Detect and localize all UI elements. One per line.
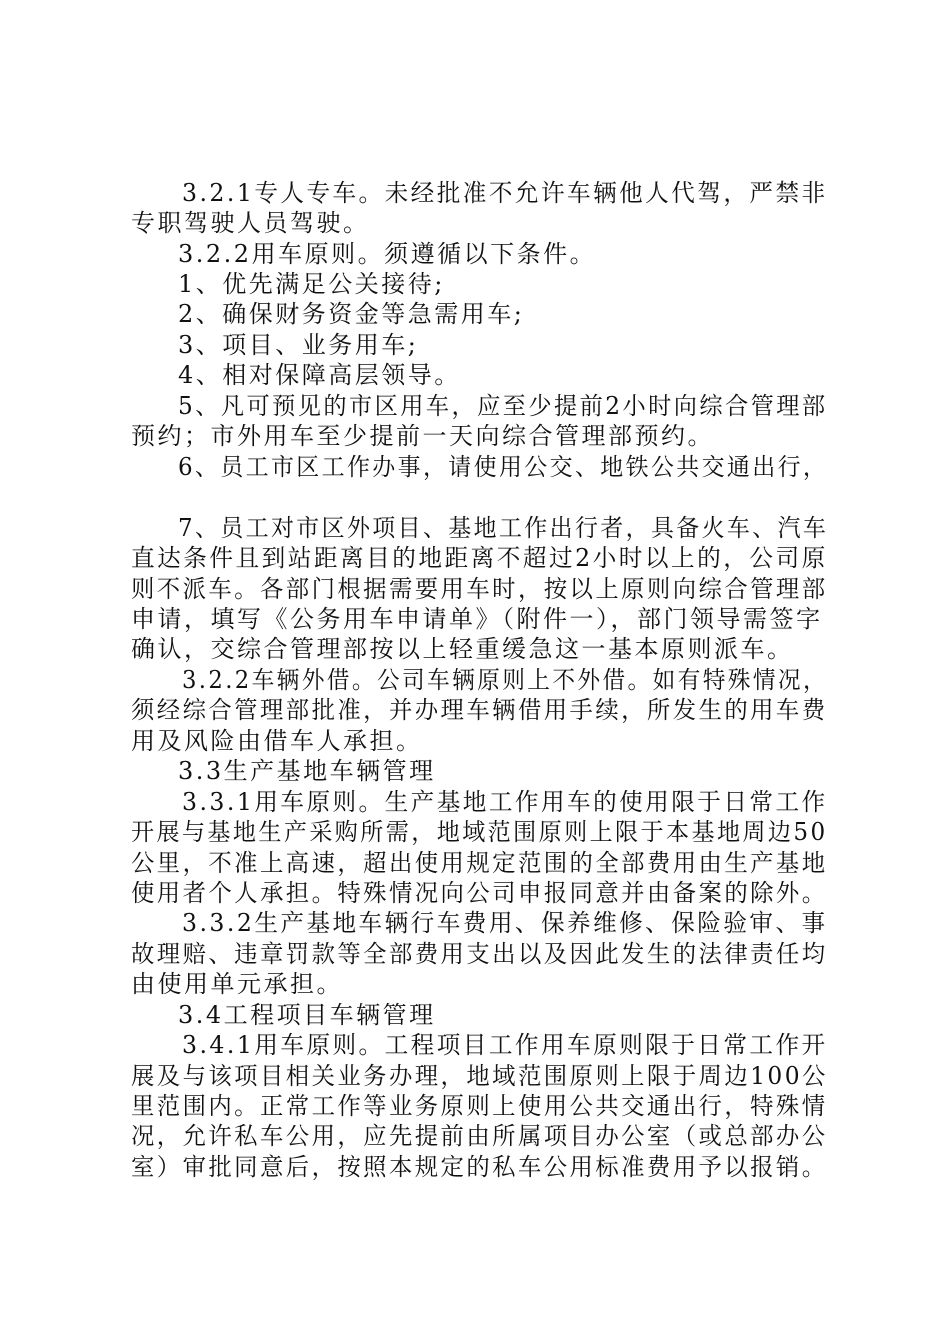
text-line: 6、员工市区工作办事，请使用公交、地铁公共交通出行，: [178, 453, 829, 481]
text-line: 里范围内。正常工作等业务原则上使用公共交通出行，特殊情: [131, 1092, 828, 1120]
text-line: 直达条件且到站距离目的地距离不超过2小时以上的，公司原: [131, 544, 828, 572]
section-heading: 3.3生产基地车辆管理: [178, 757, 436, 785]
text-line: 3.3.1用车原则。生产基地工作用车的使用限于日常工作: [182, 788, 828, 816]
text-line: 使用者个人承担。特殊情况向公司申报同意并由备案的除外。: [131, 879, 828, 907]
text-line: 公里，不准上高速，超出使用规定范围的全部费用由生产基地: [131, 849, 828, 877]
text-line: 预约；市外用车至少提前一天向综合管理部预约。: [131, 422, 714, 450]
text-line: 7、员工对市区外项目、基地工作出行者，具备火车、汽车: [178, 514, 829, 542]
text-line: 开展与基地生产采购所需，地域范围原则上限于本基地周边50: [131, 818, 828, 846]
text-line: 3.2.2车辆外借。公司车辆原则上不外借。如有特殊情况，: [182, 666, 829, 694]
text-line: 1、优先满足公关接待;: [178, 270, 445, 298]
text-line: 由使用单元承担。: [131, 970, 343, 998]
text-line: 3、项目、业务用车;: [178, 331, 419, 359]
text-line: 展及与该项目相关业务办理，地域范围原则上限于周边100公: [131, 1062, 828, 1090]
text-line: 故理赔、违章罚款等全部费用支出以及因此发生的法律责任均: [131, 940, 828, 968]
text-line: 须经综合管理部批准，并办理车辆借用手续，所发生的用车费: [131, 696, 828, 724]
text-line: 专职驾驶人员驾驶。: [131, 209, 370, 237]
text-line: 3.2.1专人专车。未经批准不允许车辆他人代驾，严禁非: [182, 179, 828, 207]
text-line: 确认，交综合管理部按以上轻重缓急这一基本原则派车。: [131, 635, 794, 663]
text-line: 3.3.2生产基地车辆行车费用、保养维修、保险验审、事: [182, 909, 828, 937]
text-line: 室）审批同意后，按照本规定的私车公用标准费用予以报销。: [131, 1153, 828, 1181]
text-line: 3.2.2用车原则。须遵循以下条件。: [178, 240, 597, 268]
text-line: 况，允许私车公用，应先提前由所属项目办公室（或总部办公: [131, 1122, 828, 1150]
text-line: 4、相对保障高层领导。: [178, 361, 461, 389]
text-line: 5、凡可预见的市区用车，应至少提前2小时向综合管理部: [178, 392, 828, 420]
text-line: 3.4.1用车原则。工程项目工作用车原则限于日常工作开: [182, 1031, 828, 1059]
text-line: 用及风险由借车人承担。: [131, 727, 423, 755]
text-line: 申请，填写《公务用车申请单》（附件一），部门领导需签字: [131, 605, 823, 633]
section-heading: 3.4工程项目车辆管理: [178, 1001, 436, 1029]
text-line: 2、确保财务资金等急需用车;: [178, 300, 525, 328]
text-line: 则不派车。各部门根据需要用车时，按以上原则向综合管理部: [131, 575, 828, 603]
